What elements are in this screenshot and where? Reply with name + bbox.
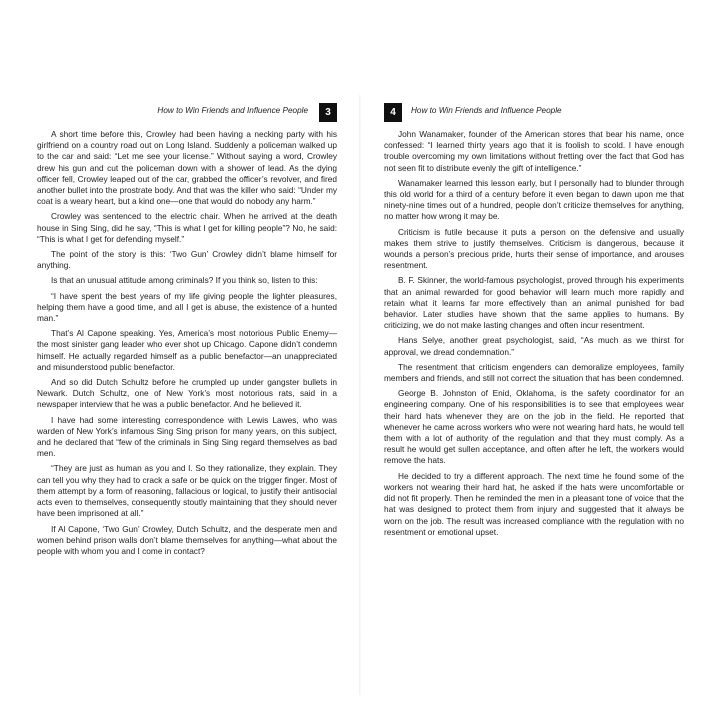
paragraph: “They are just as human as you and I. So they rationalize, they explain. They can tell you why they had to crack a safe or be quick on the trigger finger. Most of them attempt by a form of reasoning, fallacious or logical, to justify their antisocial acts even to themselves, consequently stoutly maintaining that they should never have been imprisoned at all.” xyxy=(37,463,337,519)
right-page-header xyxy=(384,103,684,122)
left-page-body xyxy=(37,129,337,557)
paragraph: John Wanamaker, founder of the American stores that bear his name, once confessed: “I learned thirty years ago that it is foolish to scold. I have enough trouble overcoming my own limitations without fretting over the fact that God has not seen fit to distribute evenly the gift of intelligence.” xyxy=(384,129,684,173)
paragraph: The resentment that criticism engenders can demoralize employees, family members and friends, and still not correct the situation that has been condemned. xyxy=(384,361,684,384)
paragraph: A short time before this, Crowley had been having a necking party with his girlfriend on a country road out on Long Island. Suddenly a policeman walked up to the car and said: “Let me see your license.” Without saying a word, Crowley drew his gun and cut the policeman down with a shower of lead. As the dying officer fell, Crowley leaped out of the car, grabbed the officer’s revolver, and fired another bullet into the prostrate body. And that was the killer who said: “Under my coat is a weary heart, but a kind one—one that would do nobody any harm.” xyxy=(37,129,337,207)
page-number-badge: 4 xyxy=(384,103,402,122)
left-page xyxy=(37,103,337,703)
page-number-badge: 3 xyxy=(319,103,337,122)
paragraph: George B. Johnston of Enid, Oklahoma, is the safety coordinator for an engineering company. One of his responsibilities is to see that employees wear their hard hats whenever they are on the job in the field. He reported that whenever he came across workers who were not wearing hard hats, he would tell them with a lot of authority of the regulation and that they must comply. As a result he would get sullen acceptance, and often after he left, the workers would remove the hats. xyxy=(384,388,684,466)
paragraph: Criticism is futile because it puts a person on the defensive and usually makes them strive to justify themselves. Criticism is dangerous, because it wounds a person’s precious pride, hurts their sense of importance, and arouses resentment. xyxy=(384,226,684,271)
right-page xyxy=(384,103,684,703)
paragraph: He decided to try a different approach. The next time he found some of the workers not wearing their hard hat, he asked if the hats were uncomfortable or did not fit properly. Then he reminded the men in a pleasant tone of voice that the hat was designed to protect them from injury and suggested that it always be worn on the job. The result was increased compliance with the regulation with no resentment or emotional upset. xyxy=(384,470,684,537)
paragraph: That’s Al Capone speaking. Yes, America’s most notorious Public Enemy—the most sinister gang leader who ever shot up Chicago. Capone didn’t condemn himself. He actually regarded himself as a public benefactor—an unappreciated and misunderstood public benefactor. xyxy=(37,328,337,372)
left-page-header xyxy=(37,103,337,122)
right-page-body xyxy=(384,129,684,538)
paragraph: Is that an unusual attitude among criminals? If you think so, listen to this: xyxy=(51,275,318,286)
paragraph: The point of the story is this: ‘Two Gun’ Crowley didn’t blame himself for anything. xyxy=(37,249,337,271)
paragraph: Wanamaker learned this lesson early, but I personally had to blunder through this old world for a third of a century before it even began to dawn upon me that ninety-nine times out of a hundred, people don’t criticize themselves for anything, no matter how wrong it may be. xyxy=(384,177,684,222)
paragraph: Hans Selye, another great psychologist, said, “As much as we thirst for approval, we dread condemnation.” xyxy=(384,335,684,357)
running-header-title: How to Win Friends and Influence People xyxy=(157,106,308,115)
paragraph: B. F. Skinner, the world-famous psychologist, proved through his experiments that an animal rewarded for good behavior will learn much more rapidly and retain what it learns far more effectively than an animal punished for bad behavior. Later studies have shown that the same applies to humans. By criticizing, we do not make lasting changes and often incur resentment. xyxy=(384,275,684,331)
book-gutter xyxy=(359,95,361,695)
paragraph: I have had some interesting correspondence with Lewis Lawes, who was warden of New York’s infamous Sing Sing prison for many years, on this subject, and he declared that “few of the criminals in Sing Sing regard themselves as bad men. xyxy=(37,414,337,459)
paragraph: Crowley was sentenced to the electric chair. When he arrived at the death house in Sing Sing, did he say, “This is what I get for killing people”? No, he said: “This is what I get for defending myself.” xyxy=(37,211,337,244)
paragraph: If Al Capone, ‘Two Gun’ Crowley, Dutch Schultz, and the desperate men and women behind prison walls don’t blame themselves for anything—what about the people with whom you and I come in contact? xyxy=(37,523,337,556)
running-header-title: How to Win Friends and Influence People xyxy=(411,106,562,115)
paragraph: “I have spent the best years of my life giving people the lighter pleasures, helping them have a good time, and all I get is abuse, the existence of a hunted man.” xyxy=(37,290,337,324)
paragraph: And so did Dutch Schultz before he crumpled up under gangster bullets in Newark. Dutch Schultz, one of New York’s most notorious rats, said in a newspaper interview that he was a public benefactor. And he believed it. xyxy=(37,377,337,410)
